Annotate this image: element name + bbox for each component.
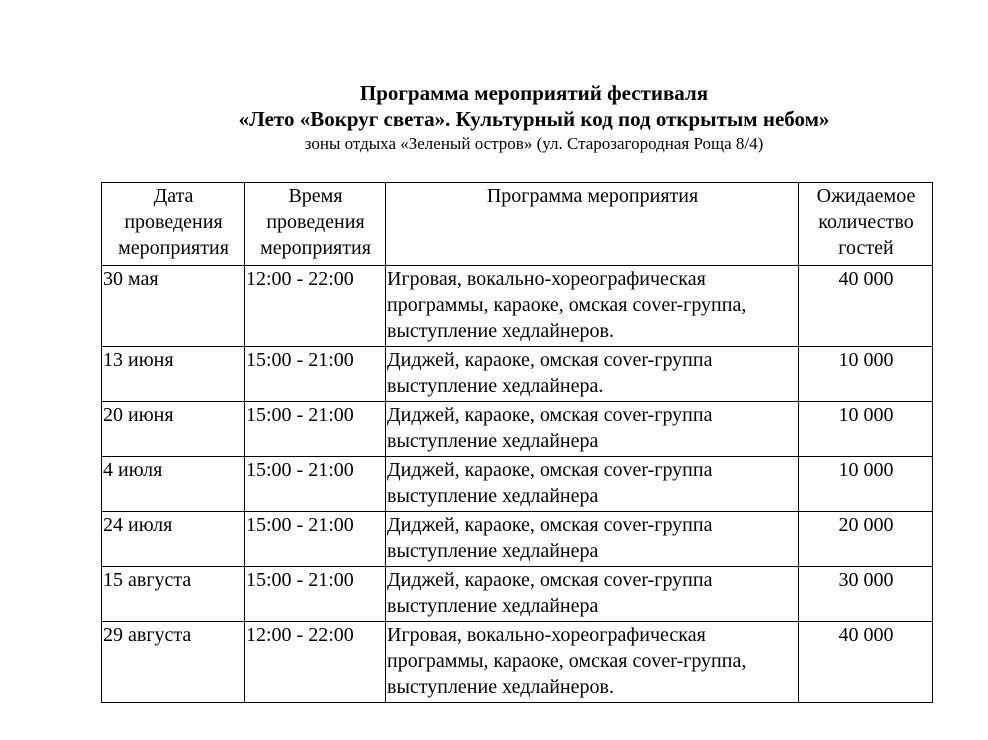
table-header-row (102, 183, 933, 266)
table-row (102, 567, 933, 622)
event-time: 15:00 - 21:00 (245, 402, 386, 457)
event-guests: 40 000 (799, 266, 933, 347)
event-program: Диджей, караоке, омская cover-группа выступление хедлайнера (386, 512, 799, 567)
document-title-line-2: «Лето «Вокруг света». Культурный код под открытым небом» (238, 107, 830, 131)
column-header-date: Дата проведения мероприятия (102, 183, 245, 266)
event-date: 29 августа (102, 622, 245, 703)
table-row (102, 266, 933, 347)
event-program: Диджей, караоке, омская cover-группа выступление хедлайнера. (386, 347, 799, 402)
event-guests: 30 000 (799, 567, 933, 622)
event-program: Игровая, вокально-хореографическая программы, караоке, омская cover-группа, выступление хедлайнеров. (386, 266, 799, 347)
event-date: 15 августа (102, 567, 245, 622)
table-row (102, 622, 933, 703)
event-program: Диджей, караоке, омская cover-группа выступление хедлайнера (386, 567, 799, 622)
event-date: 13 июня (102, 347, 245, 402)
event-time: 15:00 - 21:00 (245, 347, 386, 402)
event-date: 4 июля (102, 457, 245, 512)
event-guests: 10 000 (799, 347, 933, 402)
program-table (101, 182, 933, 703)
document-header (0, 80, 988, 156)
column-header-program: Программа мероприятия (386, 183, 799, 266)
event-program: Диджей, караоке, омская cover-группа выступление хедлайнера (386, 402, 799, 457)
event-time: 12:00 - 22:00 (245, 266, 386, 347)
event-time: 15:00 - 21:00 (245, 567, 386, 622)
table-row (102, 512, 933, 567)
table-row (102, 457, 933, 512)
column-header-time: Время проведения мероприятия (245, 183, 386, 266)
event-program: Диджей, караоке, омская cover-группа выступление хедлайнера (386, 457, 799, 512)
column-header-guests: Ожидаемое количество гостей (799, 183, 933, 266)
event-guests: 10 000 (799, 402, 933, 457)
event-guests: 10 000 (799, 457, 933, 512)
table-row (102, 347, 933, 402)
document-subtitle: зоны отдыха «Зеленый остров» (ул. Старозагородная Роща 8/4) (304, 134, 764, 153)
event-date: 20 июня (102, 402, 245, 457)
event-guests: 20 000 (799, 512, 933, 567)
document-title-line-1: Программа мероприятий фестиваля (359, 81, 709, 105)
event-date: 30 мая (102, 266, 245, 347)
event-guests: 40 000 (799, 622, 933, 703)
event-time: 12:00 - 22:00 (245, 622, 386, 703)
event-program: Игровая, вокально-хореографическая программы, караоке, омская cover-группа, выступление хедлайнеров. (386, 622, 799, 703)
table-row (102, 402, 933, 457)
event-date: 24 июля (102, 512, 245, 567)
event-time: 15:00 - 21:00 (245, 512, 386, 567)
event-time: 15:00 - 21:00 (245, 457, 386, 512)
